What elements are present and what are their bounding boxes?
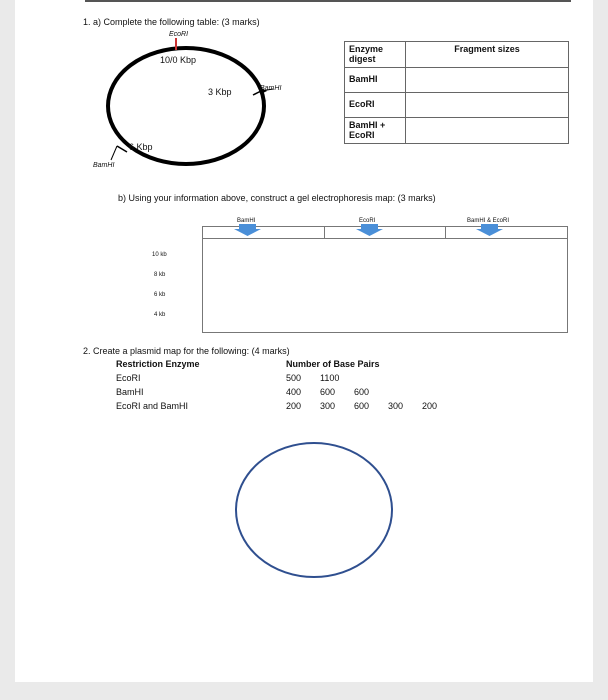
gel-size-10kb: 10 kb — [152, 252, 167, 258]
plasmid-size-top: 10/0 Kbp — [160, 55, 197, 65]
row-enzyme-bamhi-ecori: BamHI + EcoRI — [345, 118, 406, 144]
q2-ecori-bp-2: 1100 — [320, 373, 340, 383]
plasmid-bamhi-right-label: BamHI — [260, 85, 282, 92]
row-enzyme-bamhi: BamHI — [345, 68, 406, 93]
plasmid-size-right: 3 Kbp — [208, 87, 232, 97]
q2-bamhi-bp-2: 600 — [320, 387, 336, 397]
plasmid-ecori-label: EcoRI — [169, 31, 189, 38]
worksheet-page — [15, 0, 593, 682]
q2-both-bp-2: 300 — [320, 401, 336, 411]
gel-size-8kb: 8 kb — [154, 272, 166, 278]
q2-heading: 2. Create a plasmid map for the following: (4 marks) — [83, 346, 290, 356]
header-enzyme-line2: digest — [349, 54, 376, 64]
header-fragment-sizes: Fragment sizes — [406, 42, 569, 68]
blank-plasmid-ring — [236, 443, 392, 577]
q2-col2-header: Number of Base Pairs — [286, 359, 380, 369]
gel-size-6kb: 6 kb — [154, 292, 166, 298]
q2-enzyme-bamhi: BamHI — [116, 387, 144, 397]
q2-both-bp-4: 300 — [388, 401, 404, 411]
q2-col1-header: Restriction Enzyme — [116, 359, 200, 369]
gel-size-4kb: 4 kb — [154, 312, 166, 318]
q1-part-b: b) Using your information above, construct a gel electrophoresis map: (3 marks) — [118, 193, 436, 203]
lane-label-ecori: EcoRI — [359, 218, 376, 224]
row-enzyme-ecori: EcoRI — [345, 93, 406, 118]
q2-enzyme-ecori-bamhi: EcoRI and BamHI — [116, 401, 189, 411]
header-enzyme-line1: Enzyme — [349, 44, 384, 54]
q2-both-bp-1: 200 — [286, 401, 302, 411]
q2-bamhi-bp-1: 400 — [286, 387, 302, 397]
q2-both-bp-3: 600 — [354, 401, 370, 411]
lane-label-bamhi-ecori: BamHI & EcoRI — [467, 218, 510, 224]
q2-enzyme-ecori: EcoRI — [116, 373, 141, 383]
q1-heading: 1. a) Complete the following table: (3 marks) — [83, 17, 260, 27]
lane-label-bamhi: BamHI — [237, 218, 256, 224]
plasmid-size-left: 6 Kbp — [129, 142, 153, 152]
plasmid-bamhi-left-label: BamHI — [93, 162, 115, 169]
q2-bamhi-bp-3: 600 — [354, 387, 370, 397]
blank-plasmid-circle[interactable] — [15, 0, 575, 640]
q2-both-bp-5: 200 — [422, 401, 438, 411]
q2-ecori-bp-1: 500 — [286, 373, 302, 383]
